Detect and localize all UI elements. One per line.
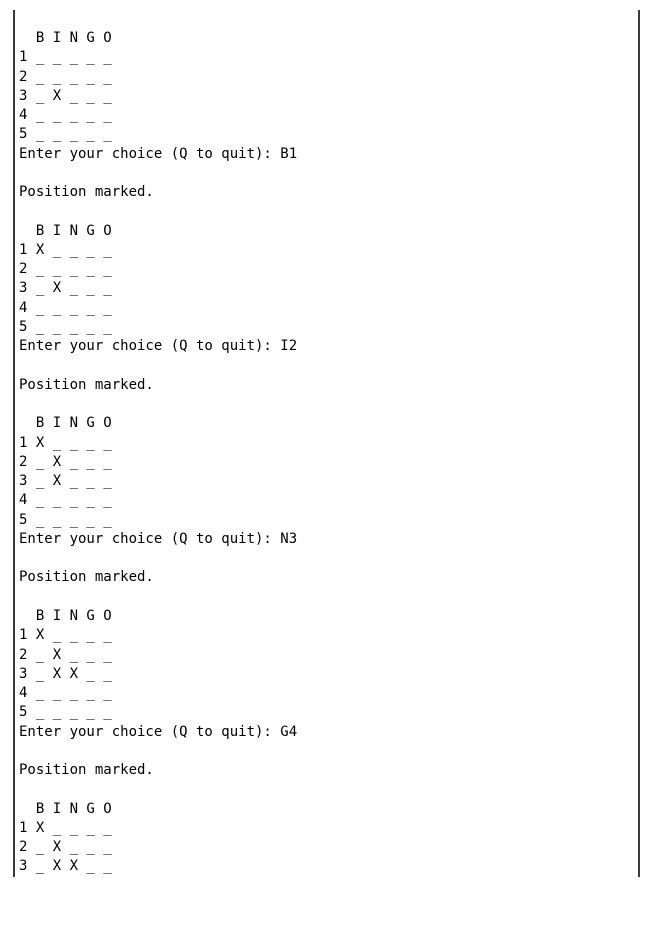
bingo-board-row: 1 _ _ _ _ _ <box>19 49 112 66</box>
prompt-line: Enter your choice (Q to quit): B1 <box>19 145 298 162</box>
bingo-board-row: 3 _ X _ _ _ <box>19 473 112 490</box>
bingo-board-row: 4 _ _ _ _ _ <box>19 685 112 702</box>
bingo-board-row: 3 _ X X _ _ <box>19 858 112 875</box>
bingo-board-header: B I N G O <box>19 30 112 46</box>
prompt-line: Enter your choice (Q to quit): N3 <box>19 530 298 547</box>
bingo-board-row: 4 _ _ _ _ _ <box>19 492 112 509</box>
blank-line <box>19 202 297 221</box>
status-line: Position marked. <box>19 376 154 393</box>
blank-line <box>19 549 297 568</box>
bingo-board-row: 1 X _ _ _ _ <box>19 627 112 644</box>
bingo-board-row: 1 X _ _ _ _ <box>19 434 112 451</box>
bingo-board-header: B I N G O <box>19 415 112 432</box>
bingo-board-row: 5 _ _ _ _ _ <box>19 126 112 143</box>
blank-line <box>19 780 297 799</box>
bingo-board-row: 2 _ X _ _ _ <box>19 839 112 856</box>
blank-line <box>19 742 297 761</box>
bingo-board-row: 3 _ X X _ _ <box>19 665 112 682</box>
blank-line <box>19 357 297 376</box>
bingo-board-row: 5 _ _ _ _ _ <box>19 511 112 528</box>
bingo-board-row: 5 _ _ _ _ _ <box>19 704 112 721</box>
left-rule <box>13 10 15 877</box>
right-rule <box>638 10 640 877</box>
bingo-board-header: B I N G O <box>19 800 112 817</box>
bingo-board-row: 2 _ X _ _ _ <box>19 646 112 663</box>
prompt-line: Enter your choice (Q to quit): G4 <box>19 723 298 740</box>
bingo-board-row: 2 _ _ _ _ _ <box>19 68 112 85</box>
blank-line <box>19 164 297 183</box>
blank-line <box>19 588 297 607</box>
bingo-board-row: 4 _ _ _ _ _ <box>19 107 112 124</box>
blank-line <box>19 395 297 414</box>
status-line: Position marked. <box>19 762 154 779</box>
bingo-board-row: 2 _ X _ _ _ <box>19 453 112 470</box>
bingo-board-row: 3 _ X _ _ _ <box>19 280 112 297</box>
bingo-board-row: 2 _ _ _ _ _ <box>19 261 112 278</box>
bingo-board-header: B I N G O <box>19 222 112 239</box>
status-line: Position marked. <box>19 569 154 586</box>
bingo-board-row: 4 _ _ _ _ _ <box>19 299 112 316</box>
bingo-board-header: B I N G O <box>19 607 112 624</box>
bingo-board-row: 1 X _ _ _ _ <box>19 241 112 258</box>
prompt-line: Enter your choice (Q to quit): I2 <box>19 338 298 355</box>
bingo-board-row: 5 _ _ _ _ _ <box>19 318 112 335</box>
terminal-output[interactable] <box>19 29 297 877</box>
status-line: Position marked. <box>19 184 154 201</box>
bingo-board-row: 1 X _ _ _ _ <box>19 819 112 836</box>
bingo-board-row: 3 _ X _ _ _ <box>19 87 112 104</box>
